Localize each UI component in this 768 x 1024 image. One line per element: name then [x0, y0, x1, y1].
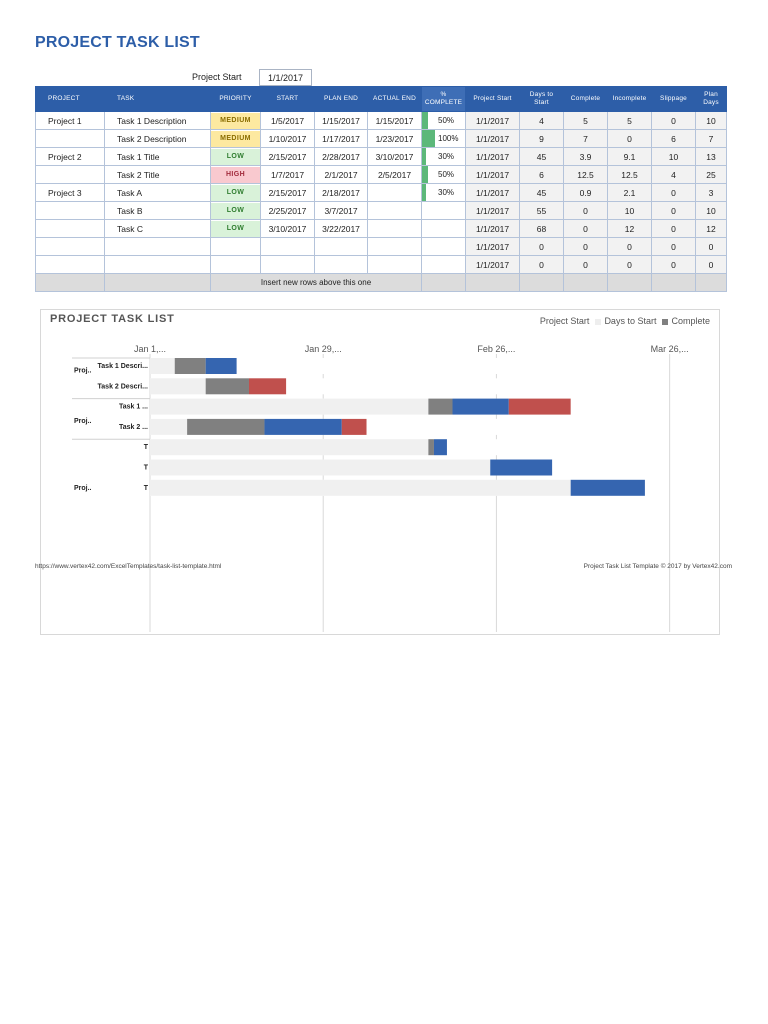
gantt-bar-complete [206, 378, 249, 394]
pct-complete-cell[interactable] [422, 184, 466, 202]
category-label: T [143, 484, 148, 492]
project-cell[interactable] [36, 220, 105, 238]
pct-value: 30% [438, 152, 455, 161]
insert-row-cell [564, 274, 608, 292]
table-header-row [36, 87, 727, 112]
project-start-cell: 1/1/2017 [466, 130, 520, 148]
gantt-bar-days-to-start [150, 358, 175, 374]
plan-days-cell: 12 [696, 220, 727, 238]
table-row [36, 166, 727, 184]
table-row [36, 148, 727, 166]
priority-badge: LOW [211, 149, 260, 165]
header-pct-complete: % COMPLETE [422, 87, 466, 112]
pct-complete-cell[interactable] [422, 220, 466, 238]
project-start-cell: 1/1/2017 [466, 112, 520, 130]
gantt-bar-incomplete [453, 399, 509, 415]
header-project-start: Project Start [466, 87, 520, 112]
gantt-bar-incomplete [264, 419, 341, 435]
priority-cell[interactable] [211, 112, 261, 130]
actual-end-cell[interactable] [368, 256, 422, 274]
plan-end-cell[interactable] [315, 238, 368, 256]
start-cell[interactable] [261, 256, 315, 274]
plan-end-cell[interactable] [315, 256, 368, 274]
table-row [36, 256, 727, 274]
actual-end-cell[interactable]: 2/5/2017 [368, 166, 422, 184]
start-cell[interactable]: 2/15/2017 [261, 184, 315, 202]
slippage-cell: 10 [652, 148, 696, 166]
pct-complete-cell[interactable] [422, 130, 466, 148]
project-cell[interactable] [36, 202, 105, 220]
task-table [35, 86, 727, 292]
days-to-start-cell: 45 [520, 184, 564, 202]
category-label: Task 2 ... [118, 423, 148, 431]
complete-cell: 7 [564, 130, 608, 148]
gantt-bar-slippage [509, 399, 571, 415]
incomplete-cell: 0 [608, 130, 652, 148]
task-cell[interactable]: Task C [105, 220, 211, 238]
complete-cell: 0 [564, 238, 608, 256]
header-slippage: Slippage [652, 87, 696, 112]
complete-cell: 0.9 [564, 184, 608, 202]
header-days-to-start: Days to Start [520, 87, 564, 112]
gantt-bar-complete [175, 358, 206, 374]
table-row [36, 220, 727, 238]
gantt-bar-slippage [249, 378, 286, 394]
project-cell[interactable]: Project 2 [36, 148, 105, 166]
plan-days-cell: 25 [696, 166, 727, 184]
gantt-bar-complete [187, 419, 264, 435]
pct-value: 50% [438, 170, 455, 179]
start-cell[interactable]: 2/15/2017 [261, 148, 315, 166]
pct-complete-cell[interactable] [422, 256, 466, 274]
project-cell[interactable] [36, 130, 105, 148]
task-cell[interactable]: Task 1 Title [105, 148, 211, 166]
start-cell[interactable]: 1/5/2017 [261, 112, 315, 130]
table-row [36, 112, 727, 130]
table-row [36, 130, 727, 148]
legend-item-days-to-start: Days to Start [595, 316, 656, 326]
incomplete-cell: 12 [608, 220, 652, 238]
gantt-bar-days-to-start [150, 378, 206, 394]
header-plan-days: Plan Days [696, 87, 727, 112]
x-tick-label: Jan 29,... [304, 344, 342, 354]
days-to-start-cell: 45 [520, 148, 564, 166]
project-start-cell: 1/1/2017 [466, 238, 520, 256]
header-task: TASK [105, 87, 211, 112]
project-start-cell: 1/1/2017 [466, 148, 520, 166]
priority-cell[interactable] [211, 256, 261, 274]
pct-value [426, 206, 438, 215]
plan-end-cell[interactable]: 3/7/2017 [315, 202, 368, 220]
plan-end-cell[interactable]: 1/15/2017 [315, 112, 368, 130]
project-cell[interactable]: Project 3 [36, 184, 105, 202]
days-to-start-cell: 68 [520, 220, 564, 238]
pct-value: 50% [438, 116, 455, 125]
project-start-label: Project Start [192, 72, 242, 82]
actual-end-cell[interactable] [368, 202, 422, 220]
priority-badge: HIGH [211, 167, 260, 183]
gantt-chart [40, 330, 720, 635]
task-cell[interactable] [105, 238, 211, 256]
pct-complete-cell[interactable] [422, 202, 466, 220]
task-cell[interactable]: Task B [105, 202, 211, 220]
slippage-cell: 0 [652, 112, 696, 130]
table-row [36, 184, 727, 202]
gantt-bar-incomplete [206, 358, 237, 374]
legend-item-complete: Complete [662, 316, 710, 326]
task-cell[interactable]: Task A [105, 184, 211, 202]
actual-end-cell[interactable] [368, 238, 422, 256]
start-cell[interactable]: 1/7/2017 [261, 166, 315, 184]
pct-value [426, 224, 438, 233]
gantt-bar-incomplete [434, 439, 447, 455]
actual-end-cell[interactable] [368, 184, 422, 202]
start-cell[interactable]: 2/25/2017 [261, 202, 315, 220]
header-incomplete: Incomplete [608, 87, 652, 112]
pct-complete-cell[interactable] [422, 148, 466, 166]
priority-badge: LOW [211, 221, 260, 237]
plan-days-cell: 3 [696, 184, 727, 202]
plan-end-cell[interactable]: 2/18/2017 [315, 184, 368, 202]
table-row [36, 238, 727, 256]
pct-complete-cell[interactable] [422, 238, 466, 256]
project-group-label: Proj.. [74, 367, 92, 375]
days-to-start-cell: 55 [520, 202, 564, 220]
slippage-cell: 0 [652, 184, 696, 202]
slippage-cell: 0 [652, 256, 696, 274]
insert-row-cell [105, 274, 211, 292]
complete-cell: 3.9 [564, 148, 608, 166]
plan-days-cell: 10 [696, 202, 727, 220]
days-to-start-cell: 0 [520, 256, 564, 274]
header-complete: Complete [564, 87, 608, 112]
complete-cell: 0 [564, 202, 608, 220]
x-tick-label: Mar 26,... [650, 344, 689, 354]
task-cell[interactable]: Task 1 Description [105, 112, 211, 130]
insert-row-cell [36, 274, 105, 292]
insert-note: Insert new rows above this one [211, 274, 422, 292]
pct-value: 30% [438, 188, 455, 197]
days-to-start-cell: 6 [520, 166, 564, 184]
insert-row-cell [608, 274, 652, 292]
complete-cell: 5 [564, 112, 608, 130]
incomplete-cell: 9.1 [608, 148, 652, 166]
days-to-start-cell: 4 [520, 112, 564, 130]
project-cell[interactable] [36, 238, 105, 256]
project-start-input[interactable]: 1/1/2017 [259, 69, 312, 86]
complete-cell: 0 [564, 220, 608, 238]
gantt-bar-complete [428, 439, 434, 455]
insert-row-cell [696, 274, 727, 292]
actual-end-cell[interactable]: 1/23/2017 [368, 130, 422, 148]
chart-title: PROJECT TASK LIST [50, 313, 175, 325]
actual-end-cell[interactable] [368, 220, 422, 238]
priority-cell[interactable] [211, 238, 261, 256]
slippage-cell: 0 [652, 202, 696, 220]
insert-row-cell [652, 274, 696, 292]
priority-badge: MEDIUM [211, 131, 260, 147]
project-start-cell: 1/1/2017 [466, 202, 520, 220]
plan-end-cell[interactable]: 2/1/2017 [315, 166, 368, 184]
header-actual-end: ACTUAL END [368, 87, 422, 112]
priority-badge: LOW [211, 185, 260, 201]
priority-badge: LOW [211, 203, 260, 219]
header-project: PROJECT [36, 87, 105, 112]
plan-days-cell: 10 [696, 112, 727, 130]
footer-copyright: Project Task List Template © 2017 by Vertex42.com [583, 563, 732, 570]
gantt-bar-incomplete [490, 460, 552, 476]
gantt-bar-days-to-start [150, 419, 187, 435]
slippage-cell: 0 [652, 220, 696, 238]
page-title: PROJECT TASK LIST [35, 34, 200, 51]
project-start-cell: 1/1/2017 [466, 184, 520, 202]
category-label: T [143, 464, 148, 472]
insert-row-cell [466, 274, 520, 292]
incomplete-cell: 10 [608, 202, 652, 220]
project-group-label: Proj.. [74, 418, 92, 426]
task-cell[interactable]: Task 2 Description [105, 130, 211, 148]
category-label: T [143, 444, 148, 452]
gantt-bar-days-to-start [150, 480, 571, 496]
priority-cell[interactable] [211, 130, 261, 148]
priority-cell[interactable] [211, 184, 261, 202]
project-start-cell: 1/1/2017 [466, 256, 520, 274]
insert-row-cell [520, 274, 564, 292]
pct-complete-cell[interactable] [422, 112, 466, 130]
plan-days-cell: 0 [696, 238, 727, 256]
gantt-bar-days-to-start [150, 460, 490, 476]
plan-end-cell[interactable]: 1/17/2017 [315, 130, 368, 148]
incomplete-cell: 5 [608, 112, 652, 130]
chart-legend [540, 316, 710, 326]
x-tick-label: Jan 1,... [133, 344, 167, 354]
gantt-bar-slippage [342, 419, 367, 435]
start-cell[interactable]: 1/10/2017 [261, 130, 315, 148]
project-start-cell: 1/1/2017 [466, 166, 520, 184]
gantt-bar-incomplete [571, 480, 645, 496]
project-cell[interactable] [36, 166, 105, 184]
project-group-label: Proj.. [74, 484, 92, 492]
incomplete-cell: 0 [608, 238, 652, 256]
gantt-bar-complete [428, 399, 452, 415]
days-to-start-cell: 9 [520, 130, 564, 148]
project-cell[interactable] [36, 256, 105, 274]
legend-item-project-start: Project Start [539, 316, 590, 326]
plan-days-cell: 0 [696, 256, 727, 274]
incomplete-cell: 12.5 [608, 166, 652, 184]
plan-end-cell[interactable]: 3/22/2017 [315, 220, 368, 238]
incomplete-cell: 2.1 [608, 184, 652, 202]
incomplete-cell: 0 [608, 256, 652, 274]
gantt-bar-days-to-start [150, 399, 428, 415]
table-row [36, 202, 727, 220]
start-cell[interactable]: 3/10/2017 [261, 220, 315, 238]
slippage-cell: 6 [652, 130, 696, 148]
project-start-cell: 1/1/2017 [466, 220, 520, 238]
header-priority: PRIORITY [211, 87, 261, 112]
task-cell[interactable]: Task 2 Title [105, 166, 211, 184]
priority-cell[interactable] [211, 220, 261, 238]
project-cell[interactable]: Project 1 [36, 112, 105, 130]
actual-end-cell[interactable]: 3/10/2017 [368, 148, 422, 166]
category-label: Task 1 ... [118, 403, 148, 411]
header-plan-end: PLAN END [315, 87, 368, 112]
gantt-bar-days-to-start [150, 439, 428, 455]
header-start: START [261, 87, 315, 112]
category-label: Task 2 Descri... [97, 383, 148, 391]
days-to-start-cell: 0 [520, 238, 564, 256]
actual-end-cell[interactable]: 1/15/2017 [368, 112, 422, 130]
category-label: Task 1 Descri... [97, 363, 148, 370]
priority-cell[interactable] [211, 166, 261, 184]
plan-days-cell: 7 [696, 130, 727, 148]
pct-complete-cell[interactable] [422, 166, 466, 184]
insert-row [36, 274, 727, 292]
slippage-cell: 0 [652, 238, 696, 256]
pct-value: 100% [438, 134, 459, 143]
task-cell[interactable] [105, 256, 211, 274]
slippage-cell: 4 [652, 166, 696, 184]
plan-end-cell[interactable]: 2/28/2017 [315, 148, 368, 166]
x-tick-label: Feb 26,... [477, 344, 516, 354]
priority-badge: MEDIUM [211, 113, 260, 129]
footer-url[interactable]: https://www.vertex42.com/ExcelTemplates/task-list-template.html [35, 563, 222, 570]
complete-cell: 0 [564, 256, 608, 274]
priority-cell[interactable] [211, 148, 261, 166]
priority-cell[interactable] [211, 202, 261, 220]
complete-cell: 12.5 [564, 166, 608, 184]
plan-days-cell: 13 [696, 148, 727, 166]
pct-value [426, 260, 438, 269]
insert-row-cell [422, 274, 466, 292]
start-cell[interactable] [261, 238, 315, 256]
pct-value [426, 242, 438, 251]
